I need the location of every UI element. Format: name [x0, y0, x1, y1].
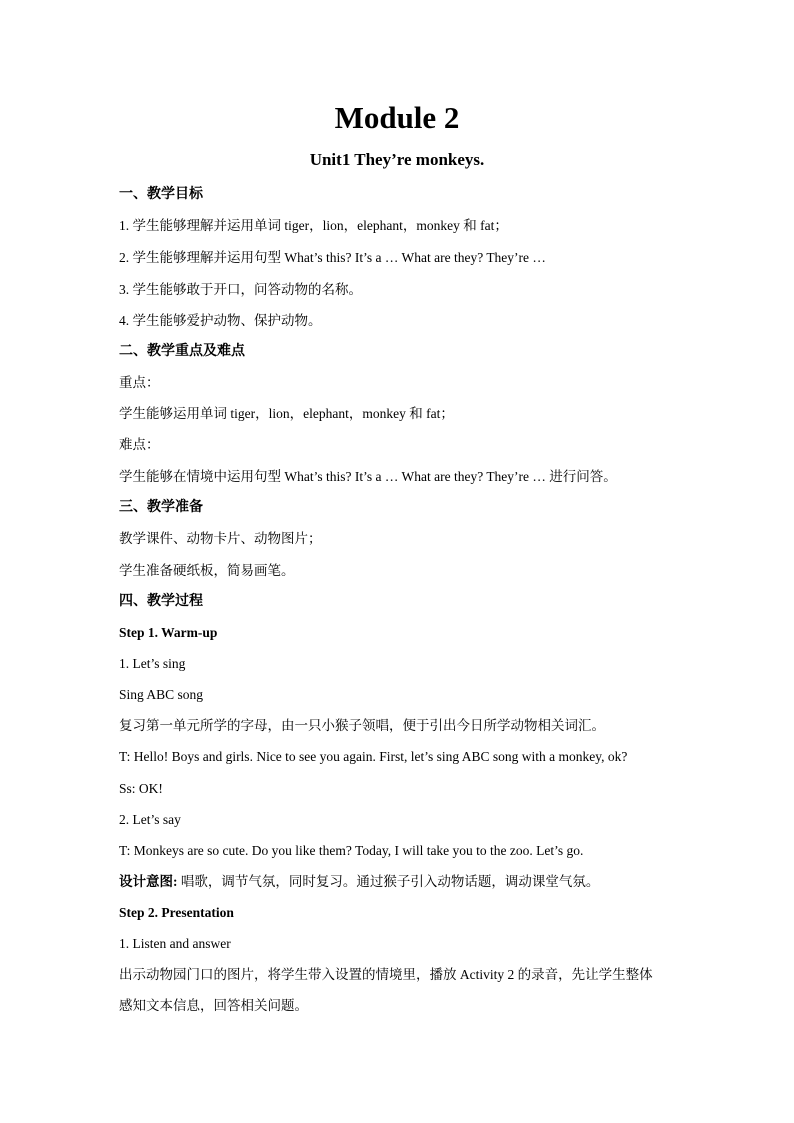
key-point-label: 重点： — [119, 375, 160, 390]
section-heading-process: 四、教学过程 — [119, 594, 203, 609]
difficult-point-label: 难点： — [119, 437, 160, 452]
step1-line: T: Monkeys are so cute. Do you like them? Today, I will take you to the zoo. Let’s go. — [119, 843, 584, 858]
preparation-item: 教学课件、动物卡片、动物图片； — [119, 531, 322, 546]
objective-item: 1. 学生能够理解并运用单词 tiger，lion，elephant，monkey 和 fat； — [119, 218, 508, 233]
step2-line: 1. Listen and answer — [119, 936, 231, 951]
step1-line: 复习第一单元所学的字母，由一只小猴子领唱，便于引出今日所学动物相关词汇。 — [119, 718, 605, 733]
section-heading-objectives: 一、教学目标 — [119, 187, 203, 202]
design-intent — [119, 872, 599, 892]
step2-title: Step 2. Presentation — [119, 905, 234, 920]
step1-line: 2. Let’s say — [119, 812, 181, 827]
objective-item: 4. 学生能够爱护动物、保护动物。 — [119, 313, 322, 328]
step1-line: Ss: OK! — [119, 781, 163, 796]
step1-line: 1. Let’s sing — [119, 656, 186, 671]
step1-line: Sing ABC song — [119, 687, 204, 702]
objective-item: 3. 学生能够敢于开口，问答动物的名称。 — [119, 282, 362, 297]
step2-line: 感知文本信息，回答相关问题。 — [119, 998, 308, 1013]
step2-line: 出示动物园门口的图片，将学生带入设置的情境里，播放 Activity 2 的录音，先让学生整体 — [119, 967, 653, 982]
page-title: Module 2 — [334, 100, 460, 135]
difficult-point-text: 学生能够在情境中运用句型 What’s this? It’s a … What are they? They’re … 进行问答。 — [119, 469, 617, 484]
preparation-item: 学生准备硬纸板，简易画笔。 — [119, 563, 295, 578]
design-intent-text: 唱歌，调节气氛，同时复习。通过猴子引入动物话题，调动课堂气氛。 — [177, 874, 600, 889]
design-intent-label: 设计意图: — [119, 874, 178, 889]
step1-line: T: Hello! Boys and girls. Nice to see you again. First, let’s sing ABC song with a monkey, ok? — [119, 749, 628, 764]
objective-item: 2. 学生能够理解并运用句型 What’s this? It’s a … What are they? They’re … — [119, 250, 546, 265]
section-heading-key-points: 二、教学重点及难点 — [119, 344, 245, 359]
page-subtitle: Unit1 They’re monkeys. — [309, 150, 485, 169]
key-point-text: 学生能够运用单词 tiger，lion，elephant，monkey 和 fat； — [119, 406, 454, 421]
step1-title: Step 1. Warm-up — [119, 625, 218, 640]
section-heading-preparation: 三、教学准备 — [119, 500, 203, 515]
